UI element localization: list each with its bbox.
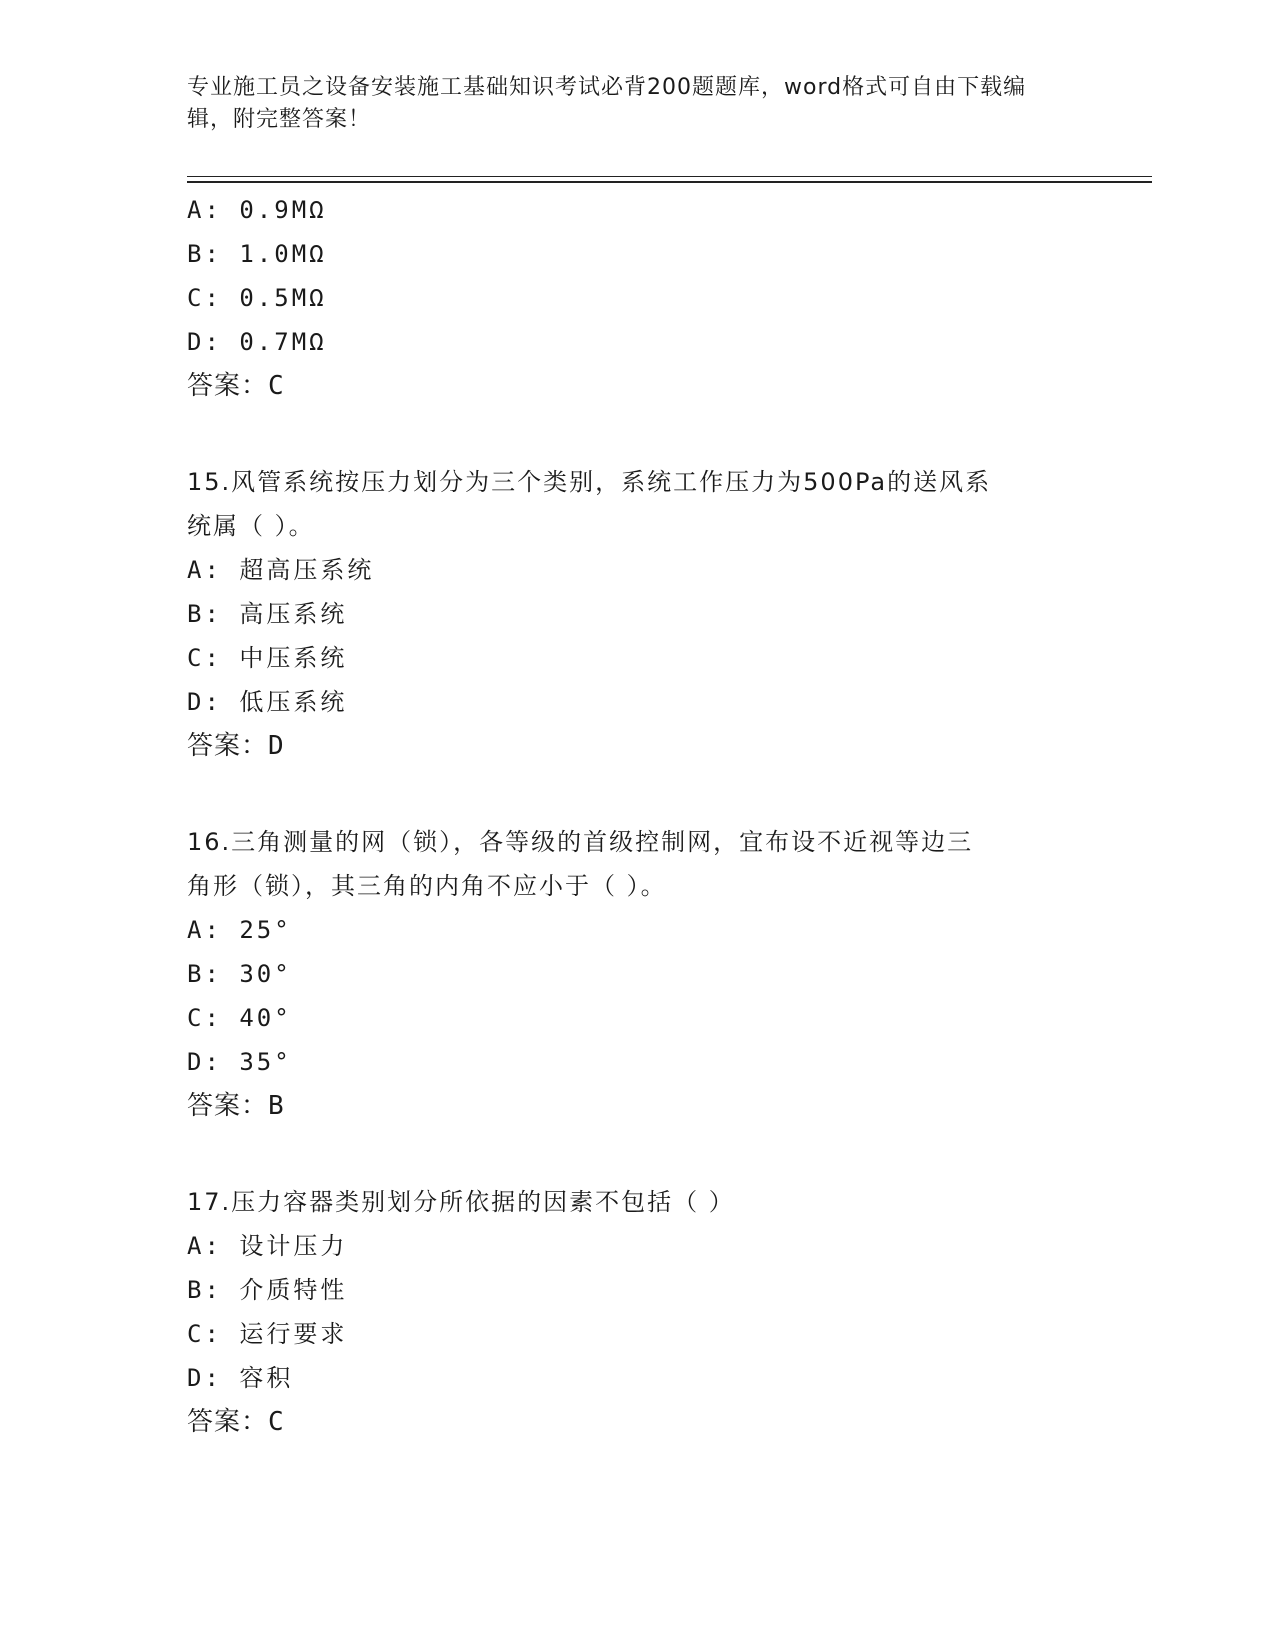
q16-stem-line1: 16.三角测量的网（锁），各等级的首级控制网，宜布设不近视等边三 — [187, 828, 974, 856]
q15-option-b — [187, 598, 347, 630]
q17-option-c — [187, 1318, 347, 1350]
option-label: B: — [187, 960, 222, 988]
option-label: A: — [187, 556, 222, 584]
option-text: 1.0MΩ — [239, 240, 327, 268]
q14-option-a — [187, 194, 327, 226]
q16-option-c — [187, 1002, 292, 1034]
option-text: 0.7MΩ — [239, 328, 327, 356]
q15-option-a — [187, 554, 374, 586]
option-text: 低压系统 — [239, 688, 348, 716]
q16-option-b — [187, 958, 292, 990]
option-label: A: — [187, 916, 222, 944]
q15-stem-line2: 统属（ ）。 — [187, 512, 315, 540]
option-text: 容积 — [239, 1364, 294, 1392]
q16-answer — [187, 1090, 285, 1122]
option-text: 超高压系统 — [239, 556, 375, 584]
option-text: 0.5MΩ — [239, 284, 327, 312]
answer-value: B — [268, 1091, 285, 1121]
header-divider-thick — [187, 181, 1152, 183]
document-header-title: 专业施工员之设备安装施工基础知识考试必背200题题库，word格式可自由下载编辑，附完整答案！ — [187, 75, 1027, 132]
q15-answer — [187, 730, 285, 762]
q17-answer — [187, 1406, 285, 1438]
option-text: 介质特性 — [239, 1276, 348, 1304]
option-text: 运行要求 — [239, 1320, 348, 1348]
option-label: C: — [187, 644, 222, 672]
option-text: 设计压力 — [239, 1232, 348, 1260]
option-label: A: — [187, 1232, 222, 1260]
q16-option-a — [187, 914, 292, 946]
q17-option-d — [187, 1362, 293, 1394]
option-text: 25° — [239, 916, 292, 944]
answer-label: 答案： — [187, 371, 269, 401]
option-label: A: — [187, 196, 222, 224]
option-label: D: — [187, 1048, 222, 1076]
answer-label: 答案： — [187, 731, 269, 761]
q15-option-d — [187, 686, 347, 718]
option-text: 35° — [239, 1048, 292, 1076]
q17-stem-line1: 17.压力容器类别划分所依据的因素不包括（ ） — [187, 1188, 735, 1216]
option-label: B: — [187, 1276, 222, 1304]
option-label: D: — [187, 1364, 222, 1392]
q16-stem-line2: 角形（锁），其三角的内角不应小于（ ）。 — [187, 872, 667, 900]
option-label: C: — [187, 1004, 222, 1032]
q15-option-c — [187, 642, 347, 674]
q17-option-b — [187, 1274, 347, 1306]
answer-label: 答案： — [187, 1407, 269, 1437]
option-label: B: — [187, 600, 222, 628]
option-label: D: — [187, 328, 222, 356]
answer-label: 答案： — [187, 1091, 269, 1121]
answer-value: C — [268, 371, 285, 401]
answer-value: D — [268, 731, 285, 761]
option-label: B: — [187, 240, 222, 268]
option-label: D: — [187, 688, 222, 716]
option-text: 40° — [239, 1004, 292, 1032]
header-divider-thin — [187, 176, 1152, 177]
option-label: C: — [187, 1320, 222, 1348]
q17-option-a — [187, 1230, 347, 1262]
option-text: 30° — [239, 960, 292, 988]
q14-option-b — [187, 238, 327, 270]
option-text: 0.9MΩ — [239, 196, 327, 224]
answer-value: C — [268, 1407, 285, 1437]
option-text: 中压系统 — [239, 644, 348, 672]
q15-stem-line1: 15.风管系统按压力划分为三个类别，系统工作压力为500Pa的送风系 — [187, 468, 992, 496]
q14-option-c — [187, 282, 327, 314]
q16-option-d — [187, 1046, 292, 1078]
q14-answer — [187, 370, 285, 402]
option-label: C: — [187, 284, 222, 312]
q14-option-d — [187, 326, 327, 358]
option-text: 高压系统 — [239, 600, 348, 628]
